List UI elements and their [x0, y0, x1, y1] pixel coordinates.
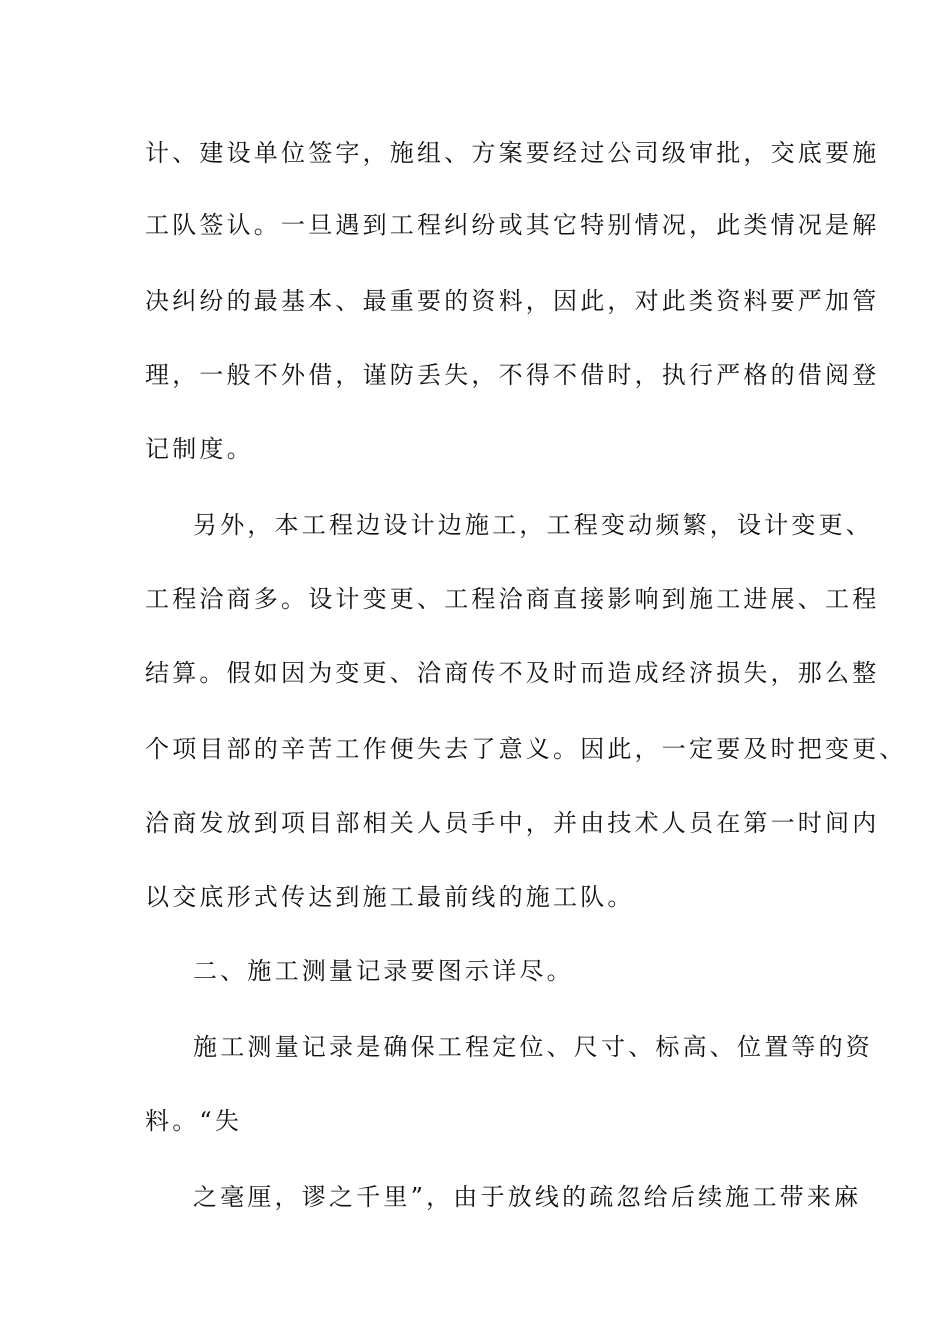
text-line-1: 计、建设单位签字，施组、方案要经过公司级审批，交底要施 [145, 139, 880, 167]
text-line-2: 工队签认。一旦遇到工程纠纷或其它特别情况，此类情况是解 [145, 211, 880, 239]
text-line-6: 另外，本工程边设计边施工，工程变动频繁，设计变更、 [193, 511, 873, 539]
text-line-15: 之毫厘，谬之千里”，由于放线的疏忽给后续施工带来麻 [193, 1183, 862, 1211]
text-line-10: 洽商发放到项目部相关人员手中，并由技术人员在第一时间内 [145, 809, 880, 837]
text-line-4: 理，一般不外借，谨防丢失，不得不借时，执行严格的借阅登 [145, 361, 880, 389]
text-line-8: 结算。假如因为变更、洽商传不及时而造成经济损失，那么整 [145, 659, 880, 687]
text-line-3: 决纠纷的最基本、最重要的资料，因此，对此类资料要严加管 [145, 287, 880, 315]
text-line-9: 个项目部的辛苦工作便失去了意义。因此，一定要及时把变更、 [145, 735, 907, 763]
text-line-13: 施工测量记录是确保工程定位、尺寸、标高、位置等的资 [193, 1033, 873, 1061]
text-line-5: 记制度。 [145, 435, 254, 463]
text-line-7: 工程洽商多。设计变更、工程洽商直接影响到施工进展、工程 [145, 585, 880, 613]
section-heading: 二、施工测量记录要图示详尽。 [193, 957, 574, 985]
text-line-11: 以交底形式传达到施工最前线的施工队。 [145, 883, 635, 911]
text-line-14: 料。“失 [145, 1107, 243, 1135]
